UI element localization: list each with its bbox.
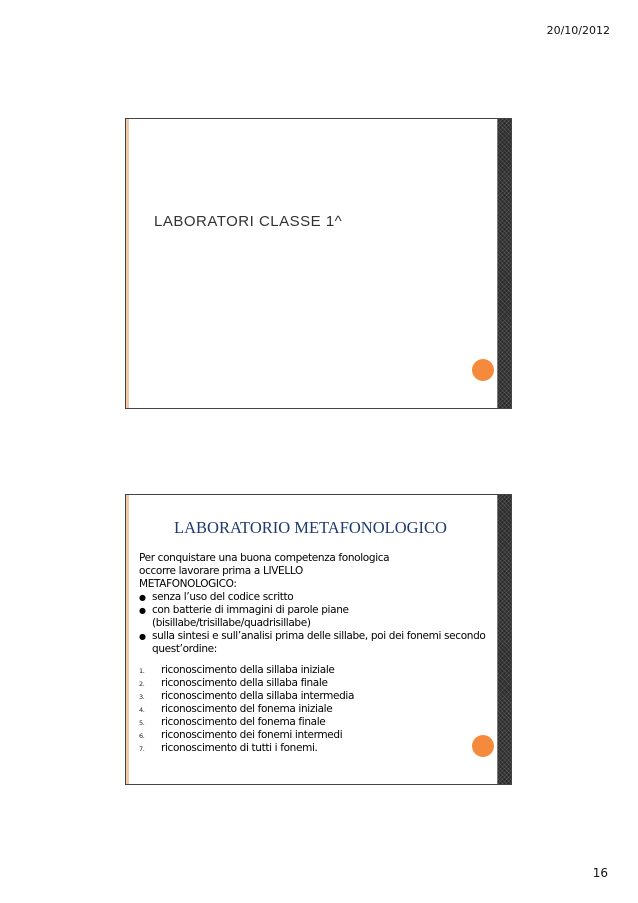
step-item xyxy=(139,677,493,690)
slide-2-body xyxy=(139,552,493,755)
orange-circle-icon xyxy=(472,735,494,757)
page-number: 16 xyxy=(592,866,608,880)
bullet-item xyxy=(139,591,493,604)
step-item xyxy=(139,729,493,742)
bullet-item xyxy=(139,630,493,656)
intro-line: occorre lavorare prima a LIVELLO xyxy=(139,565,303,577)
step-text: riconoscimento del fonema iniziale xyxy=(161,703,333,715)
step-number: 3. xyxy=(139,693,145,701)
slide-1 xyxy=(125,118,512,409)
step-text: riconoscimento della sillaba finale xyxy=(161,677,328,689)
steps-list xyxy=(139,664,493,755)
step-number: 7. xyxy=(139,745,145,753)
bullet-dot-icon: ● xyxy=(139,606,146,615)
bullet-dot-icon: ● xyxy=(139,593,146,602)
bullet-text: quest’ordine: xyxy=(152,643,217,655)
slide-2 xyxy=(125,494,512,785)
step-text: riconoscimento dei fonemi intermedi xyxy=(161,729,343,741)
step-text: riconoscimento di tutti i fonemi. xyxy=(161,742,318,754)
bullet-text: con batterie di immagini di parole piane xyxy=(152,604,349,616)
bullet-dot-icon: ● xyxy=(139,632,146,641)
step-number: 5. xyxy=(139,719,145,727)
bullet-item xyxy=(139,604,493,630)
step-number: 6. xyxy=(139,732,145,740)
bullet-text: senza l’uso del codice scritto xyxy=(152,591,294,603)
slide-2-title: LABORATORIO METAFONOLOGICO xyxy=(174,518,447,537)
intro-line: METAFONOLOGICO: xyxy=(139,578,237,590)
slide-side-bar xyxy=(498,119,511,408)
slide-1-title: LABORATORI CLASSE 1^ xyxy=(154,213,343,230)
step-item xyxy=(139,716,493,729)
step-text: riconoscimento della sillaba intermedia xyxy=(161,690,355,702)
orange-circle-icon xyxy=(472,359,494,381)
step-text: riconoscimento del fonema finale xyxy=(161,716,326,728)
step-item xyxy=(139,664,493,677)
step-number: 2. xyxy=(139,680,145,688)
slide-side-bar xyxy=(498,495,511,784)
step-number: 4. xyxy=(139,706,145,714)
bullet-list xyxy=(139,591,493,656)
step-item xyxy=(139,742,493,755)
step-text: riconoscimento della sillaba iniziale xyxy=(161,664,335,676)
step-number: 1. xyxy=(139,667,145,675)
step-item xyxy=(139,703,493,716)
slide-left-stripe xyxy=(126,119,129,408)
slide-left-stripe xyxy=(126,495,129,784)
bullet-text: (bisillabe/trisillabe/quadrisillabe) xyxy=(152,617,311,629)
bullet-text: sulla sintesi e sull’analisi prima delle sillabe, poi dei fonemi secondo xyxy=(152,630,486,642)
step-item xyxy=(139,690,493,703)
header-date: 20/10/2012 xyxy=(546,24,610,37)
intro-line: Per conquistare una buona competenza fonologica xyxy=(139,552,390,564)
